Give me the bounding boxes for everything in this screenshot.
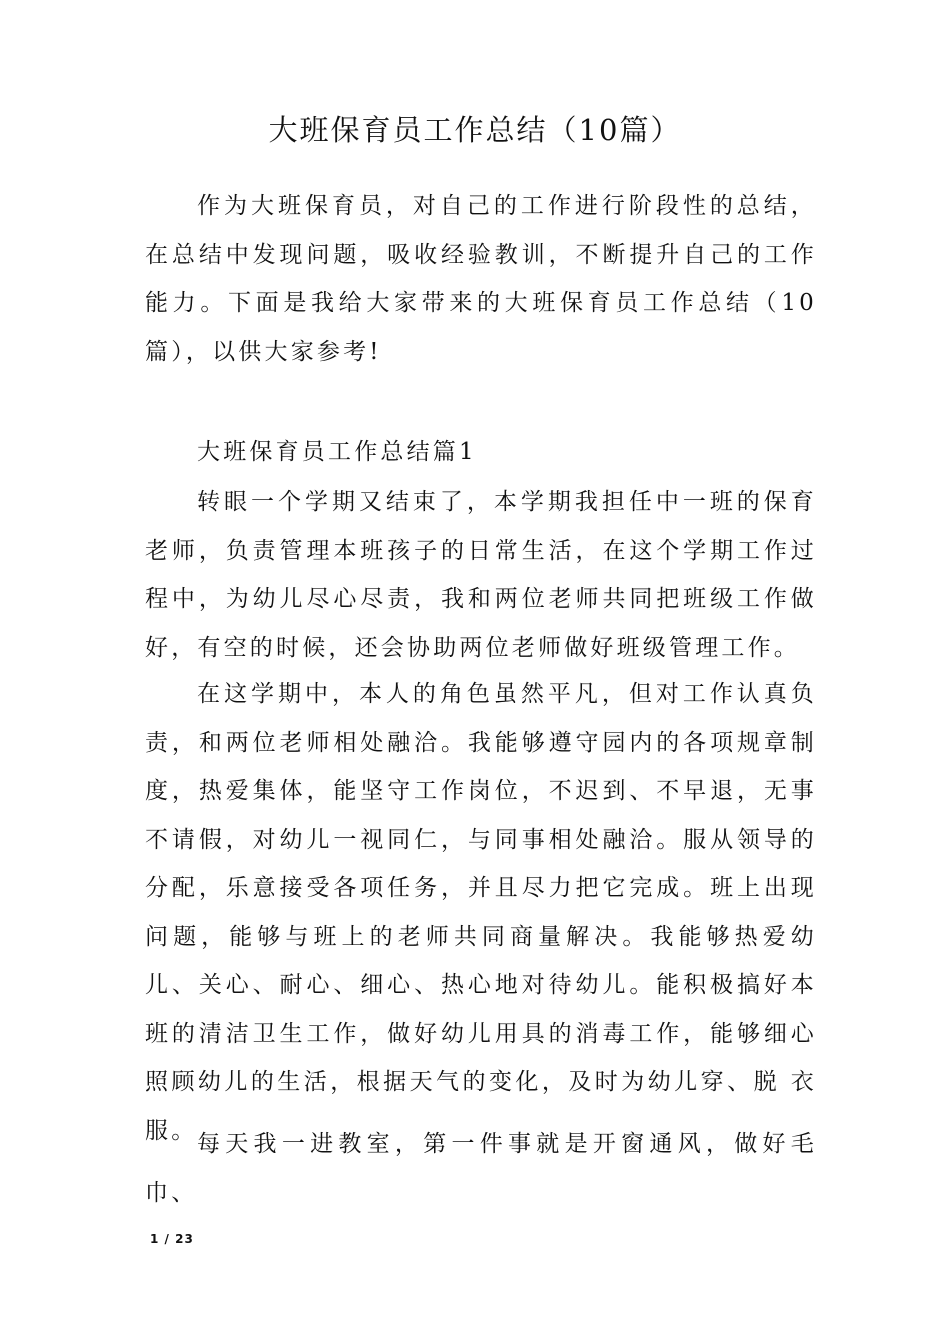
body-paragraph-3: 每天我一进教室，第一件事就是开窗通风，做好毛巾、 xyxy=(145,1131,817,1206)
body-paragraph-2: 在这学期中，本人的角色虽然平凡，但对工作认真负责，和两位老师相处融洽。我能够遵守园内的各项规章制度，热爱集体，能坚守工作岗位，不迟到、不早退，无事不请假，对幼儿一视同仁，与同事相处融洽。服从领导的分配，乐意接受各项任务，并且尽力把它完成。班上出现问题，能够与班上的老师共同商量解决。我能够热爱幼儿、关心、耐心、细心、热心地对待幼儿。能积极搞好本班的清洁卫生工作，做好幼儿用具的消毒工作，能够细心照顾幼儿的生活，根据天气的变化，及时为幼儿穿、脱 衣服。 xyxy=(145,681,817,1144)
intro-paragraph: 作为大班保育员，对自己的工作进行阶段性的总结，在总结中发现问题，吸收经验教训，不断提升自己的工作能力。下面是我给大家带来的大班保育员工作总结（10 篇），以供大家参考! xyxy=(145,193,817,365)
page-indicator: 1 / 23 xyxy=(150,1232,194,1246)
body-paragraph-1: 转眼一个学期又结束了，本学期我担任中一班的保育老师，负责管理本班孩子的日常生活，在这个学期工作过程中，为幼儿尽心尽责，我和两位老师共同把班级工作做好，有空的时候，还会协助两位老师做好班级管理工作。 xyxy=(145,489,817,661)
document-title: 大班保育员工作总结（10篇） xyxy=(268,113,682,147)
section-heading: 大班保育员工作总结篇1 xyxy=(197,439,477,465)
